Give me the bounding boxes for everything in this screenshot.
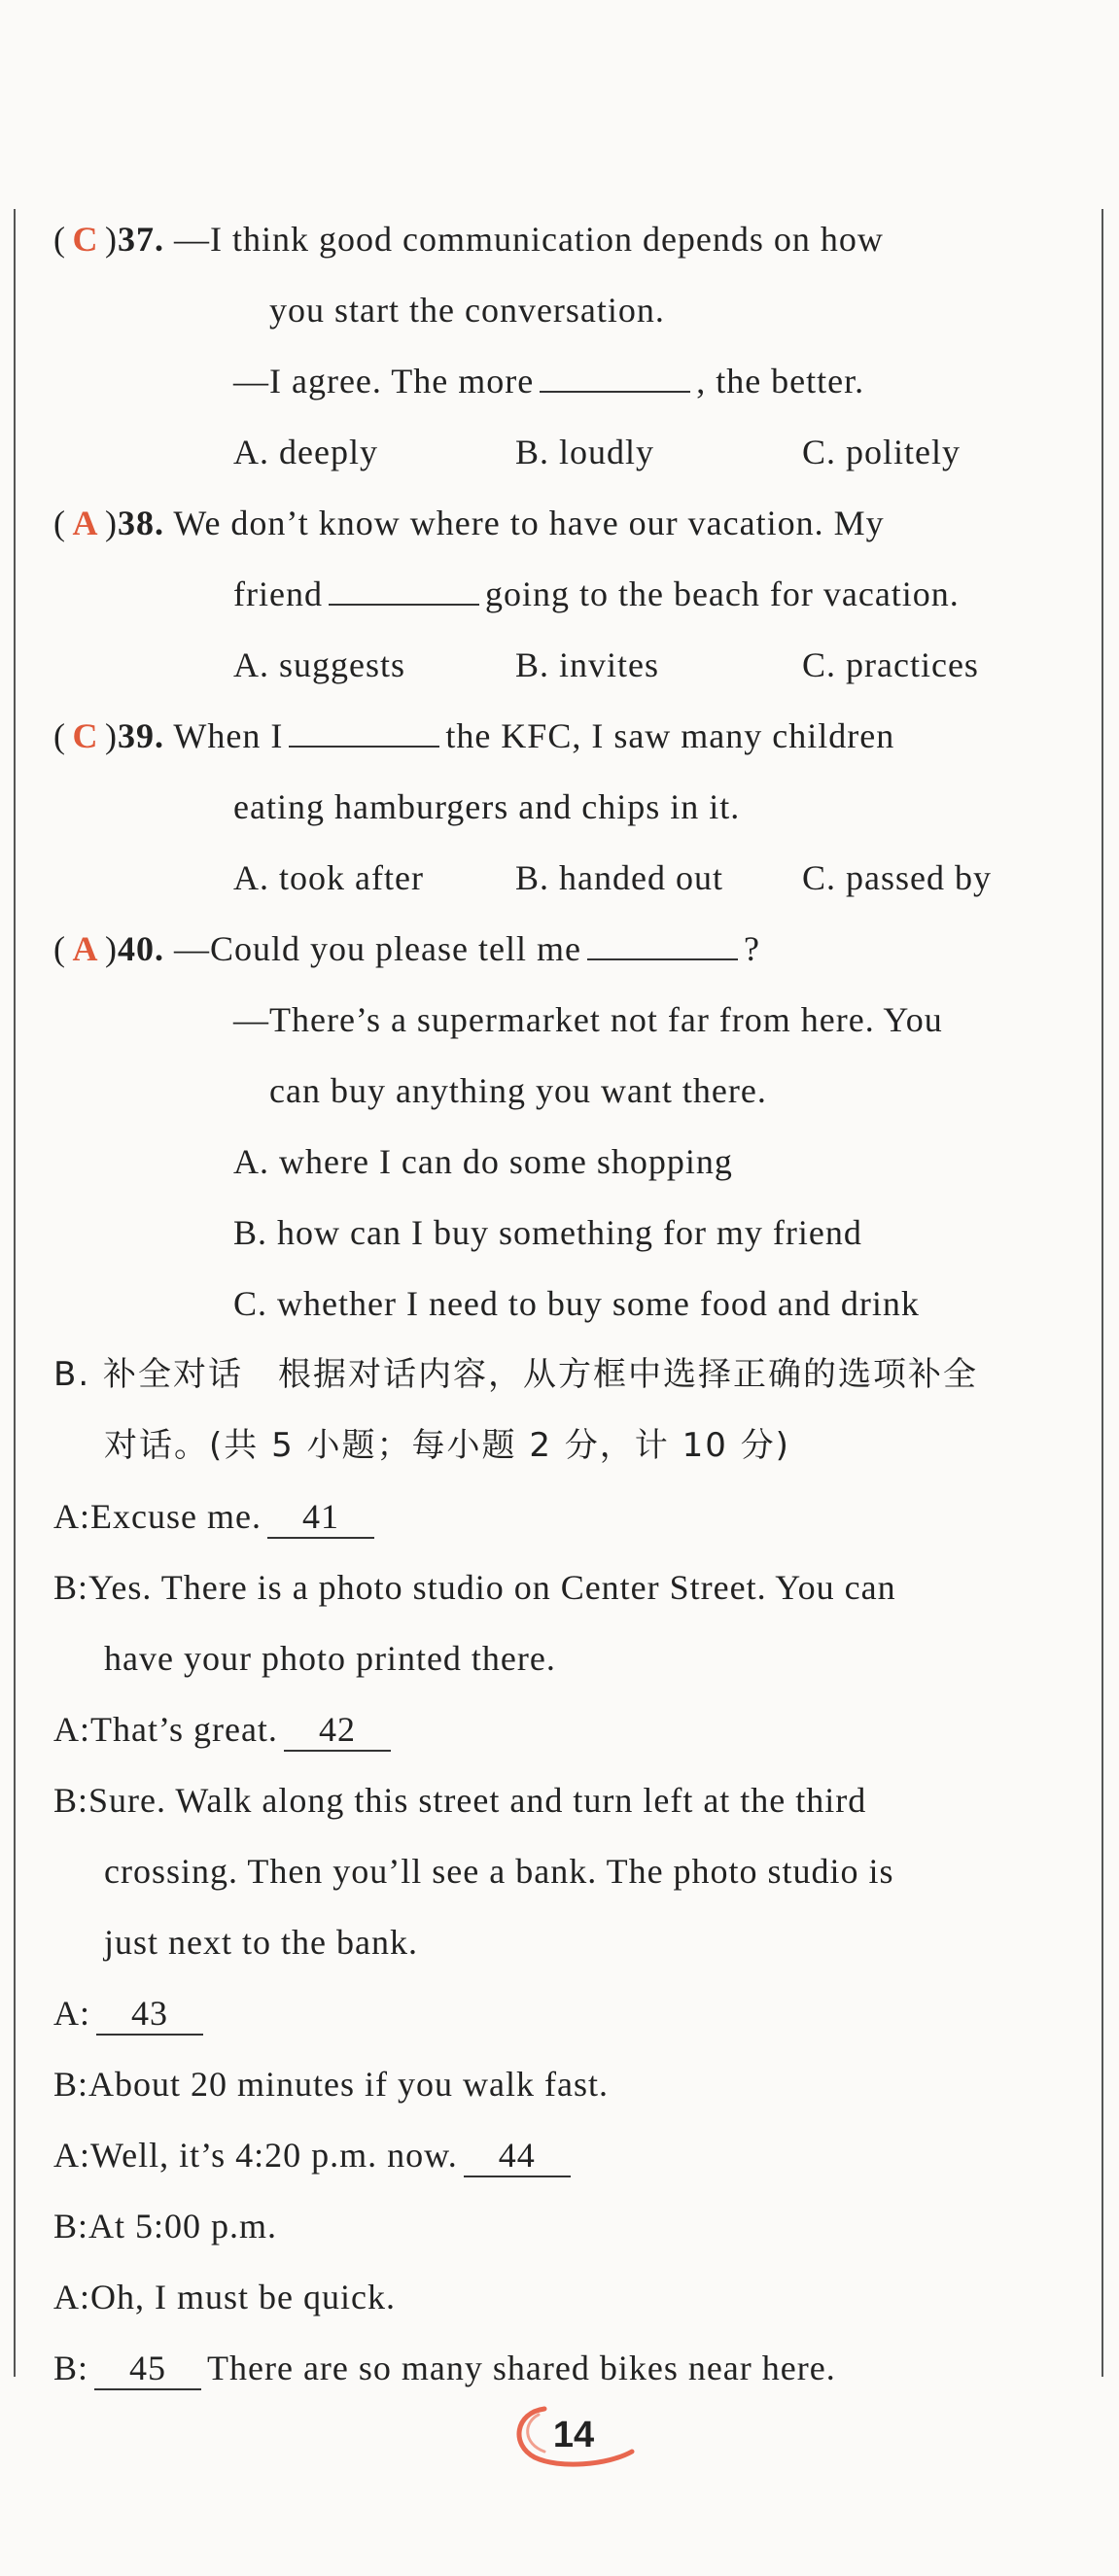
page-content — [53, 204, 1069, 2404]
question-38-options — [53, 630, 1069, 701]
dialogue-line: B:At 5:00 p.m. — [53, 2207, 278, 2245]
speaker: B: — [53, 1781, 89, 1820]
question-37-options — [53, 417, 1069, 488]
blank-41[interactable]: 41 — [267, 1496, 374, 1539]
question-37-text: —I think good communication depends on how — [174, 220, 884, 259]
section-b-instructions: 对话。(共 5 小题；每小题 2 分，计 10 分) — [104, 1426, 790, 1465]
speaker: B: — [53, 2207, 89, 2245]
dialogue-line — [53, 1978, 1069, 2049]
question-40-line3: can buy anything you want there. — [269, 1071, 767, 1110]
question-37-line2: you start the conversation. — [269, 291, 665, 330]
question-39-line1: ( C )39. When I the KFC, I saw many children — [53, 701, 1069, 772]
speaker: A: — [53, 2136, 90, 2175]
question-38-text: We don’t know where to have our vacation. My — [173, 504, 885, 542]
speaker: A: — [53, 2278, 90, 2316]
blank-44[interactable]: 44 — [464, 2135, 571, 2177]
question-37-line3: —I agree. The more , the better. — [233, 362, 865, 400]
dialogue-line-continued: just next to the bank. — [104, 1923, 418, 1962]
dialogue-line: B:Yes. There is a photo studio on Center Street. You can — [53, 1568, 896, 1607]
left-margin-rule — [14, 209, 16, 2377]
speaker: A: — [53, 1994, 90, 2033]
question-39-line2: eating hamburgers and chips in it. — [233, 787, 741, 826]
option-b: B. how can I buy something for my friend — [233, 1213, 862, 1252]
right-margin-rule — [1102, 209, 1103, 2377]
option-a: A. took after — [233, 858, 424, 897]
option-a: A. deeply — [233, 433, 378, 471]
blank-42[interactable]: 42 — [284, 1709, 391, 1752]
dialogue-line: B: 45 There are so many shared bikes near here. — [53, 2333, 1069, 2404]
answer-39: C — [72, 716, 99, 755]
question-37-line1: ( C )37. —I think good communication depends on how — [53, 204, 1069, 275]
question-number-38: 38. — [118, 504, 164, 542]
blank-39[interactable] — [289, 714, 439, 748]
section-b-title: B. 补全对话 根据对话内容，从方框中选择正确的选项补全 — [53, 1355, 978, 1394]
option-b: B. invites — [515, 645, 660, 684]
speaker: B: — [53, 1568, 89, 1607]
dialogue-line: B:Sure. Walk along this street and turn left at the third — [53, 1781, 867, 1820]
blank-37[interactable] — [540, 360, 690, 393]
option-c: C. whether I need to buy some food and drink — [233, 1284, 920, 1323]
speaker: A: — [53, 1497, 90, 1536]
dialogue-line: A:Oh, I must be quick. — [53, 2278, 396, 2316]
dialogue-line-continued: have your photo printed there. — [104, 1639, 556, 1678]
speaker: B: — [53, 2065, 89, 2104]
question-number-40: 40. — [118, 929, 164, 968]
answer-38: A — [72, 504, 99, 542]
question-38-line2: friend going to the beach for vacation. — [233, 574, 960, 613]
question-38-line1: ( A )38. We don’t know where to have our vacation. My — [53, 488, 1069, 559]
speaker: A: — [53, 1710, 90, 1749]
page-number-badge — [506, 2401, 642, 2469]
dialogue-line: B:About 20 minutes if you walk fast. — [53, 2065, 609, 2104]
option-c: C. practices — [802, 645, 979, 684]
blank-40[interactable] — [587, 927, 738, 960]
dialogue-line: A:Well, it’s 4:20 p.m. now. 44 — [53, 2120, 1069, 2191]
page-number: 14 — [552, 2415, 595, 2455]
answer-40: A — [72, 929, 99, 968]
question-39-options — [53, 843, 1069, 914]
dialogue-line: A:Excuse me. 41 — [53, 1481, 1069, 1552]
option-c: C. politely — [802, 433, 961, 471]
blank-38[interactable] — [329, 573, 479, 606]
question-40-line1: ( A )40. —Could you please tell me ? — [53, 914, 1069, 985]
speaker: B: — [53, 2349, 89, 2387]
option-c: C. passed by — [802, 858, 992, 897]
option-a: A. suggests — [233, 645, 406, 684]
blank-43[interactable]: 43 — [96, 1993, 203, 2036]
blank-45[interactable]: 45 — [94, 2348, 201, 2390]
dialogue-line-continued: crossing. Then you’ll see a bank. The photo studio is — [104, 1852, 894, 1891]
question-number-39: 39. — [118, 716, 164, 755]
option-a: A. where I can do some shopping — [233, 1142, 733, 1181]
option-b: B. handed out — [515, 858, 723, 897]
question-number-37: 37. — [118, 220, 164, 259]
dialogue-line: A:That’s great. 42 — [53, 1694, 1069, 1765]
question-40-line2: —There’s a supermarket not far from here. You — [233, 1000, 943, 1039]
option-b: B. loudly — [515, 433, 655, 471]
answer-37: C — [72, 220, 99, 259]
